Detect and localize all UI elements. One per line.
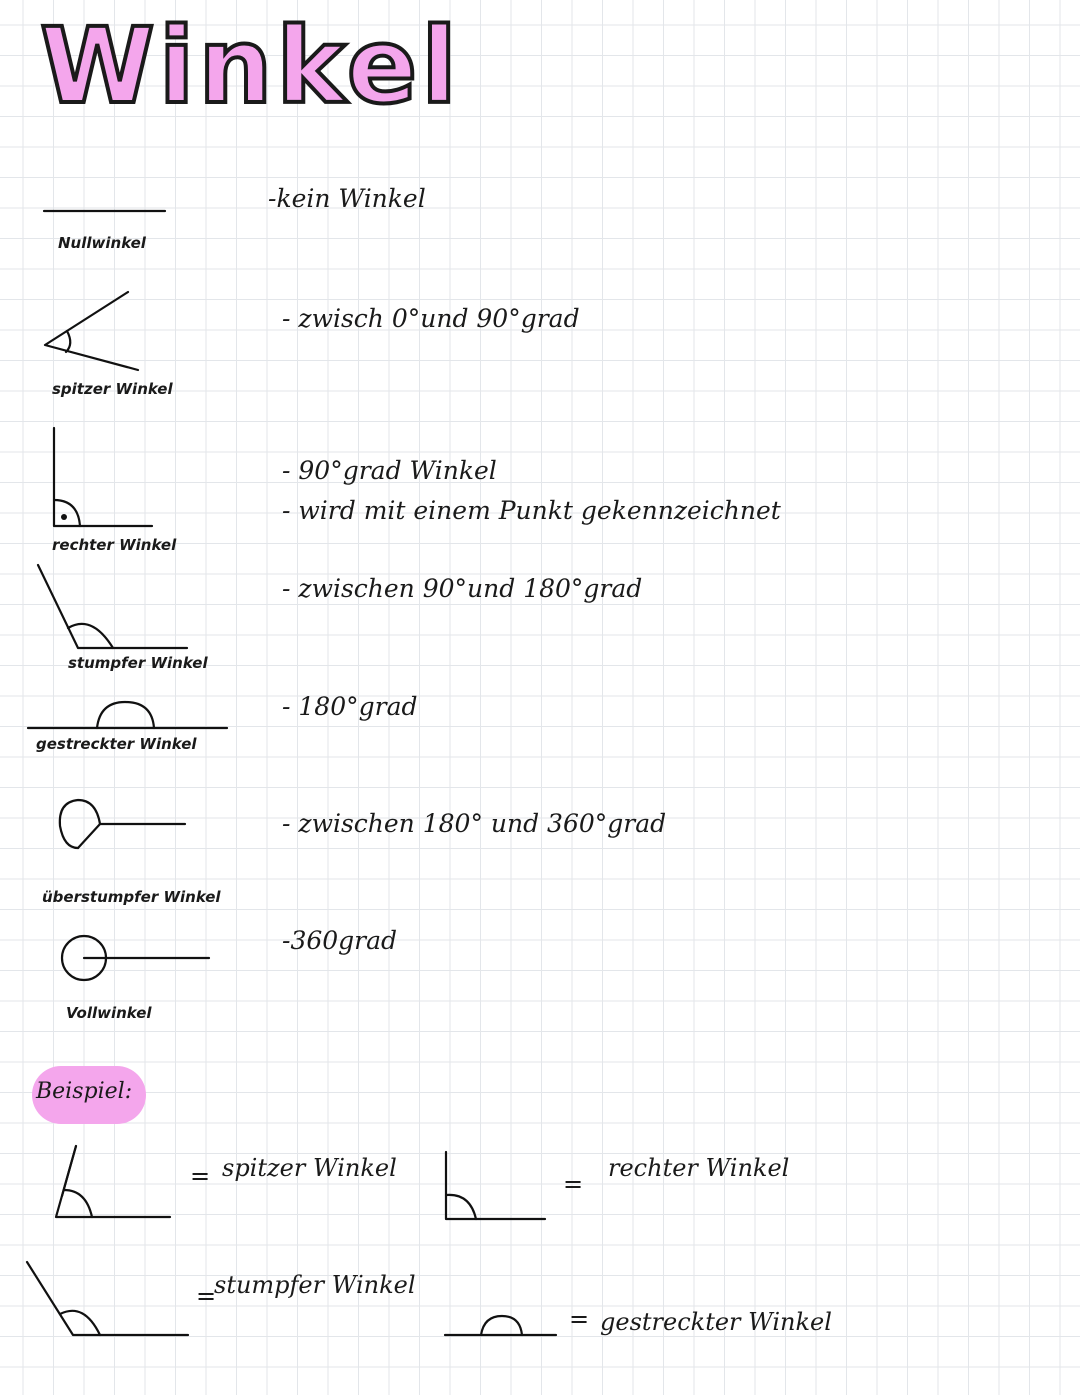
example-1-equals: = — [190, 1162, 211, 1190]
full-angle-label: Vollwinkel — [66, 1004, 152, 1022]
zero-angle-note: -kein Winkel — [268, 184, 426, 213]
right-angle-note-2: - wird mit einem Punkt gekennzeichnet — [282, 496, 781, 525]
obtuse-angle-note: - zwischen 90°und 180°grad — [282, 574, 643, 603]
example-1-answer: spitzer Winkel — [222, 1154, 397, 1182]
acute-angle-note: - zwisch 0°und 90°grad — [282, 304, 580, 333]
reflex-angle-label: überstumpfer Winkel — [42, 888, 221, 906]
obtuse-angle-label: stumpfer Winkel — [68, 654, 208, 672]
straight-angle-note: - 180°grad — [282, 692, 418, 721]
example-3-equals: = — [196, 1282, 217, 1310]
full-angle-note: -360grad — [282, 926, 398, 955]
acute-angle-label: spitzer Winkel — [52, 380, 173, 398]
example-2-equals: = — [563, 1170, 584, 1198]
zero-angle-label: Nullwinkel — [58, 234, 146, 252]
example-3-answer: stumpfer Winkel — [214, 1271, 416, 1299]
example-straight-figure — [0, 0, 1, 1]
example-heading: Beispiel: — [36, 1079, 133, 1104]
example-4-equals: = — [569, 1305, 590, 1333]
straight-angle-label: gestreckter Winkel — [36, 735, 197, 753]
right-angle-label: rechter Winkel — [52, 536, 177, 554]
reflex-angle-note: - zwischen 180° und 360°grad — [282, 809, 667, 838]
page-title: Winkel — [40, 5, 461, 127]
right-angle-note: - 90°grad Winkel — [282, 456, 497, 485]
example-4-answer: gestreckter Winkel — [600, 1308, 832, 1336]
example-2-answer: rechter Winkel — [608, 1154, 790, 1182]
